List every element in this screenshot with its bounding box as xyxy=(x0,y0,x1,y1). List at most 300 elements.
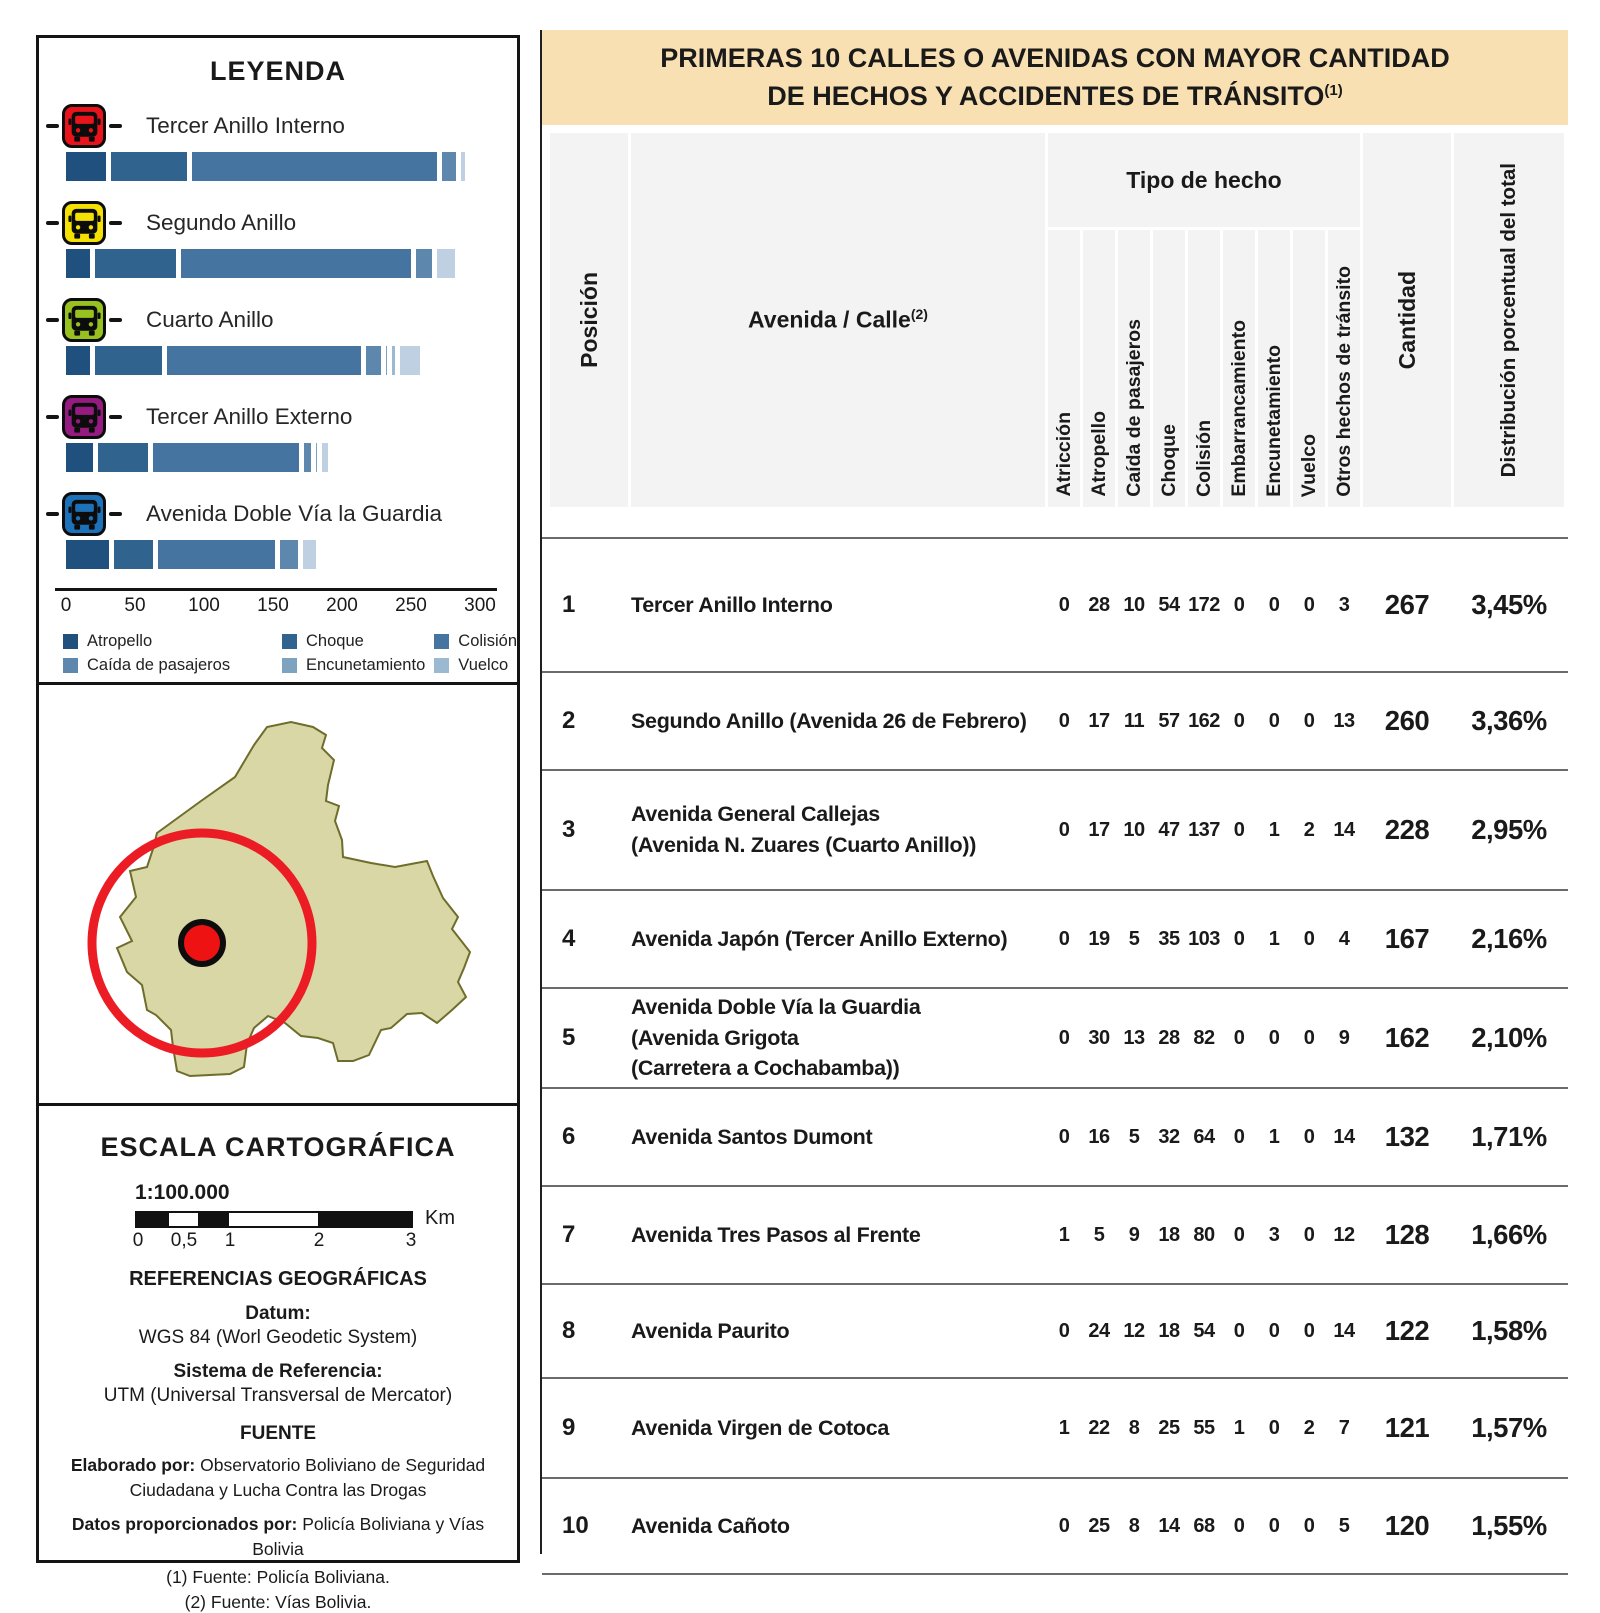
row-value-colisión: 54 xyxy=(1193,1319,1215,1342)
stacked-bar xyxy=(66,346,517,375)
row-value-vuelco: 0 xyxy=(1303,1125,1315,1148)
scale-ratio: 1:100.000 xyxy=(135,1181,230,1204)
table-row xyxy=(542,987,1568,1087)
axis-tick-label: 100 xyxy=(188,595,220,616)
street-name-line: (Avenida Grigota xyxy=(631,1025,799,1050)
route-dash xyxy=(109,221,122,225)
row-cantidad: 260 xyxy=(1384,705,1430,736)
column-group-tipo-de-hecho: Tipo de hecho xyxy=(1048,133,1360,227)
region-shape xyxy=(117,722,470,1076)
scale-tick-label: 3 xyxy=(405,1230,417,1251)
row-value-colisión: 82 xyxy=(1193,1026,1215,1049)
bus-stop-icon xyxy=(62,492,106,536)
row-position: 2 xyxy=(562,707,576,734)
scale-tick-label: 0 xyxy=(132,1230,144,1251)
row-value-otros-hechos-de-tránsito: 14 xyxy=(1333,1319,1355,1342)
scale-bar-segments xyxy=(135,1211,413,1228)
row-value-otros-hechos-de-tránsito: 4 xyxy=(1338,927,1350,950)
row-value-embarrancamiento: 0 xyxy=(1233,1125,1245,1148)
row-value-embarrancamiento: 0 xyxy=(1233,593,1245,616)
legend-item xyxy=(39,297,517,375)
street-name-line: Avenida Japón (Tercer Anillo Externo) xyxy=(631,926,1008,951)
category-legend-item xyxy=(434,632,517,651)
row-street-name xyxy=(631,924,1045,955)
data-provided-by xyxy=(69,1512,487,1563)
row-value-choque: 47 xyxy=(1158,818,1180,841)
table-row xyxy=(542,1087,1568,1185)
data-provided-by-value: Policía Boliviana y Vías Bolivia xyxy=(252,1513,485,1560)
scale-unit-label: Km xyxy=(425,1207,455,1229)
row-value-encunetamiento: 1 xyxy=(1268,927,1280,950)
type-column-label: Caída de pasajeros xyxy=(1122,319,1145,497)
row-position: 6 xyxy=(562,1123,576,1150)
row-value-colisión: 103 xyxy=(1188,927,1220,950)
legend-item-row xyxy=(39,297,517,343)
bar-segment-Atropello xyxy=(66,443,93,472)
row-value-caída-de-pasajeros: 13 xyxy=(1123,1026,1145,1049)
footnote-2: (2) Fuente: Vías Bolivia. xyxy=(184,1591,372,1612)
row-value-caída-de-pasajeros: 8 xyxy=(1128,1416,1140,1439)
row-value-choque: 18 xyxy=(1158,1319,1180,1342)
row-value-otros-hechos-de-tránsito: 13 xyxy=(1333,709,1355,732)
row-value-colisión: 162 xyxy=(1188,709,1220,732)
row-value-atropello: 17 xyxy=(1088,818,1110,841)
bar-segment-Otros hechos de tránsito xyxy=(437,249,455,278)
category-legend-item xyxy=(434,656,517,675)
column-header-cantidad: Cantidad xyxy=(1363,133,1451,507)
row-street-name xyxy=(631,1413,1045,1444)
table-row xyxy=(542,769,1568,889)
row-position: 8 xyxy=(562,1317,576,1344)
street-name-line: (Avenida N. Zuares (Cuarto Anillo)) xyxy=(631,833,977,857)
bar-axis xyxy=(39,588,517,620)
bar-segment-Atropello xyxy=(66,249,90,278)
street-name-line: Avenida Virgen de Cotoca xyxy=(631,1415,890,1440)
route-dash xyxy=(109,415,122,419)
table-row xyxy=(542,1185,1568,1283)
bar-segment-Colisión xyxy=(167,346,362,375)
legend-items xyxy=(39,103,517,569)
category-legend-item xyxy=(63,656,282,675)
scale-bar-segment xyxy=(229,1213,318,1226)
axis-tick-label: 300 xyxy=(464,595,496,616)
route-dash xyxy=(109,318,122,322)
category-label: Encunetamiento xyxy=(306,656,426,674)
type-column-label: Encunetamiento xyxy=(1262,345,1285,497)
legend-item xyxy=(39,103,517,181)
row-percentage: 3,45% xyxy=(1471,589,1547,620)
row-value-choque: 14 xyxy=(1158,1514,1180,1537)
data-provided-by-label: Datos proporcionados por: xyxy=(71,1513,298,1534)
row-value-otros-hechos-de-tránsito: 14 xyxy=(1333,1125,1355,1148)
legend-title: LEYENDA xyxy=(209,56,346,86)
row-cantidad: 128 xyxy=(1384,1219,1430,1250)
row-street-name xyxy=(631,1122,1045,1153)
row-percentage: 1,71% xyxy=(1471,1121,1547,1152)
bar-segment-Choque xyxy=(98,443,148,472)
scale-bar-ticks xyxy=(132,1228,417,1254)
row-cantidad: 122 xyxy=(1384,1315,1430,1346)
row-value-embarrancamiento: 0 xyxy=(1233,1026,1245,1049)
table-title-superscript: (1) xyxy=(1324,81,1343,99)
location-map xyxy=(39,685,517,1103)
route-dash xyxy=(46,221,59,225)
row-value-atricción: 0 xyxy=(1058,818,1070,841)
map-panel xyxy=(36,682,520,1106)
legend-item xyxy=(39,394,517,472)
bar-segment-Otros hechos de tránsito xyxy=(461,152,465,181)
row-value-atricción: 0 xyxy=(1058,593,1070,616)
row-value-choque: 25 xyxy=(1158,1416,1180,1439)
column-header-vuelco xyxy=(1293,230,1325,507)
column-header-posicion: Posición xyxy=(550,133,628,507)
row-street-name xyxy=(631,992,1045,1084)
table-rows xyxy=(542,537,1568,1575)
row-position: 9 xyxy=(562,1414,576,1441)
axis-tick-label: 0 xyxy=(60,595,72,616)
scale-bar-segment xyxy=(318,1213,411,1226)
street-name-line: (Carretera a Cochabamba)) xyxy=(631,1056,900,1081)
location-dot xyxy=(181,922,223,964)
scale-title: ESCALA CARTOGRÁFICA xyxy=(100,1132,456,1162)
axis-tick-label: 50 xyxy=(124,595,146,616)
bus-icon xyxy=(67,206,102,241)
row-street-name xyxy=(631,590,1045,621)
elaborated-by-value: Observatorio Boliviano de Seguridad Ciudadana y Lucha Contra las Drogas xyxy=(129,1455,486,1501)
row-value-atropello: 30 xyxy=(1088,1026,1110,1049)
bar-segment-Choque xyxy=(111,152,188,181)
street-name-line: Avenida Cañoto xyxy=(631,1513,790,1538)
row-value-colisión: 68 xyxy=(1193,1514,1215,1537)
row-value-vuelco: 0 xyxy=(1303,927,1315,950)
row-value-colisión: 64 xyxy=(1193,1125,1215,1148)
row-value-caída-de-pasajeros: 5 xyxy=(1128,927,1140,950)
category-legend-item xyxy=(282,632,434,651)
row-value-encunetamiento: 0 xyxy=(1268,1026,1280,1049)
bar-segment-Colisión xyxy=(153,443,299,472)
row-value-choque: 28 xyxy=(1158,1026,1180,1049)
row-value-encunetamiento: 0 xyxy=(1268,1514,1280,1537)
type-column-label: Atropello xyxy=(1087,411,1110,497)
datum-label: Datum: xyxy=(245,1303,311,1324)
type-column-label: Otros hechos de tránsito xyxy=(1332,266,1355,497)
bus-stop-icon xyxy=(62,395,106,439)
row-street-name xyxy=(631,799,1045,860)
row-value-atropello: 17 xyxy=(1088,709,1110,732)
bar-segment-Caída de pasajeros xyxy=(304,443,311,472)
row-value-caída-de-pasajeros: 8 xyxy=(1128,1514,1140,1537)
legend-item-row xyxy=(39,394,517,440)
scale-bar xyxy=(135,1207,455,1229)
row-value-choque: 54 xyxy=(1158,593,1180,616)
axis-tick-label: 200 xyxy=(326,595,358,616)
row-cantidad: 228 xyxy=(1384,814,1430,845)
row-position: 1 xyxy=(562,591,576,618)
table-row xyxy=(542,671,1568,769)
column-header-encunetamiento xyxy=(1258,230,1290,507)
reference-system-label: Sistema de Referencia: xyxy=(173,1361,383,1382)
category-color-swatch xyxy=(63,634,78,649)
legend-item-label: Tercer Anillo Externo xyxy=(146,404,353,429)
row-cantidad: 167 xyxy=(1384,923,1430,954)
scale-panel xyxy=(36,1103,520,1612)
category-legend-item xyxy=(63,632,282,651)
row-value-encunetamiento: 0 xyxy=(1268,709,1280,732)
category-label: Vuelco xyxy=(458,656,509,674)
row-value-embarrancamiento: 0 xyxy=(1233,1514,1245,1537)
bar-segment-Caída de pasajeros xyxy=(442,152,456,181)
footnote-1: (1) Fuente: Policía Boliviana. xyxy=(166,1566,390,1587)
table-row xyxy=(542,1377,1568,1477)
bar-segment-Caída de pasajeros xyxy=(366,346,380,375)
row-value-vuelco: 0 xyxy=(1303,1319,1315,1342)
column-header-distribucion: Distribución porcentual del total xyxy=(1454,133,1564,507)
row-value-encunetamiento: 3 xyxy=(1268,1223,1280,1246)
legend-item-label: Avenida Doble Vía la Guardia xyxy=(146,501,443,526)
row-value-vuelco: 2 xyxy=(1303,1416,1315,1439)
street-name-line: Avenida General Callejas xyxy=(631,802,880,827)
row-value-atricción: 0 xyxy=(1058,927,1070,950)
row-value-atropello: 22 xyxy=(1088,1416,1110,1439)
row-value-atricción: 0 xyxy=(1058,1026,1070,1049)
legend-panel xyxy=(36,35,520,685)
category-label: Caída de pasajeros xyxy=(87,656,231,674)
row-value-embarrancamiento: 0 xyxy=(1233,709,1245,732)
column-header-choque xyxy=(1153,230,1185,507)
street-name-line: Avenida Paurito xyxy=(631,1318,790,1343)
bar-segment-Choque xyxy=(95,249,176,278)
route-dash xyxy=(109,124,122,128)
row-value-atricción: 0 xyxy=(1058,1125,1070,1148)
row-percentage: 2,95% xyxy=(1471,814,1547,845)
scale-tick-label: 0,5 xyxy=(170,1230,198,1251)
category-label: Colisión xyxy=(458,632,517,650)
bus-stop-icon xyxy=(62,104,106,148)
row-value-atricción: 0 xyxy=(1058,1319,1070,1342)
row-value-vuelco: 0 xyxy=(1303,1223,1315,1246)
row-percentage: 1,66% xyxy=(1471,1219,1547,1250)
axis-line xyxy=(55,588,497,591)
column-header-avenida: Avenida / Calle$^{(2)}$ xyxy=(631,133,1045,507)
row-value-encunetamiento: 0 xyxy=(1268,593,1280,616)
legend-item xyxy=(39,491,517,569)
row-value-otros-hechos-de-tránsito: 14 xyxy=(1333,818,1355,841)
row-position: 10 xyxy=(562,1512,589,1539)
reference-system-value: UTM (Universal Transversal de Mercator) xyxy=(103,1385,453,1406)
row-street-name xyxy=(631,1316,1045,1347)
row-value-colisión: 55 xyxy=(1193,1416,1215,1439)
row-value-embarrancamiento: 0 xyxy=(1233,1223,1245,1246)
row-value-choque: 57 xyxy=(1158,709,1180,732)
bar-segment-Choque xyxy=(95,346,162,375)
route-dash xyxy=(46,512,59,516)
row-value-atricción: 1 xyxy=(1058,1223,1070,1246)
elaborated-by-label: Elaborado por: xyxy=(70,1455,196,1475)
row-value-choque: 32 xyxy=(1158,1125,1180,1148)
street-name-line: Avenida Doble Vía la Guardia xyxy=(631,995,921,1020)
column-header-atropello xyxy=(1083,230,1115,507)
row-value-encunetamiento: 1 xyxy=(1268,1125,1280,1148)
row-percentage: 3,36% xyxy=(1471,705,1547,736)
row-value-atricción: 0 xyxy=(1058,709,1070,732)
type-column-label: Atricción xyxy=(1052,412,1075,497)
bar-segment-Encunetamiento xyxy=(316,443,317,472)
bar-segment-Caída de pasajeros xyxy=(416,249,432,278)
type-column-label: Colisión xyxy=(1192,420,1215,497)
row-street-name xyxy=(631,706,1045,737)
row-value-encunetamiento: 0 xyxy=(1268,1416,1280,1439)
bus-stop-icon xyxy=(62,298,106,342)
table-row xyxy=(542,537,1568,671)
row-value-embarrancamiento: 1 xyxy=(1233,1416,1245,1439)
row-value-atricción: 1 xyxy=(1058,1416,1070,1439)
row-value-caída-de-pasajeros: 11 xyxy=(1123,709,1145,732)
row-value-caída-de-pasajeros: 12 xyxy=(1123,1319,1145,1342)
category-color-swatch xyxy=(434,658,449,673)
bar-segment-Otros hechos de tránsito xyxy=(400,346,420,375)
table-row xyxy=(542,1477,1568,1575)
street-name-line: Tercer Anillo Interno xyxy=(631,592,833,617)
row-value-colisión: 172 xyxy=(1188,593,1220,616)
row-value-atropello: 24 xyxy=(1088,1319,1110,1342)
bar-segment-Otros hechos de tránsito xyxy=(303,540,316,569)
row-value-otros-hechos-de-tránsito: 5 xyxy=(1338,1514,1350,1537)
bar-segment-Vuelco xyxy=(392,346,395,375)
row-value-vuelco: 2 xyxy=(1303,818,1315,841)
accidents-table-panel xyxy=(540,30,1568,1554)
legend-item-label: Cuarto Anillo xyxy=(146,307,274,332)
legend-item-row xyxy=(39,491,517,537)
legend-item xyxy=(39,200,517,278)
bus-icon xyxy=(67,400,102,435)
category-color-swatch xyxy=(63,658,78,673)
scale-bar-segment xyxy=(198,1213,229,1226)
row-percentage: 1,58% xyxy=(1471,1315,1547,1346)
stacked-bar xyxy=(66,540,517,569)
row-value-caída-de-pasajeros: 5 xyxy=(1128,1125,1140,1148)
bar-segment-Otros hechos de tránsito xyxy=(322,443,328,472)
row-value-otros-hechos-de-tránsito: 12 xyxy=(1333,1223,1355,1246)
row-value-colisión: 137 xyxy=(1188,818,1220,841)
row-position: 4 xyxy=(562,925,576,952)
bar-segment-Colisión xyxy=(181,249,411,278)
source-title: FUENTE xyxy=(240,1423,316,1444)
table-row xyxy=(542,889,1568,987)
type-column-label: Vuelco xyxy=(1297,433,1320,497)
bus-icon xyxy=(67,497,102,532)
row-value-atricción: 0 xyxy=(1058,1514,1070,1537)
legend-item-row xyxy=(39,200,517,246)
bar-segment-Colisión xyxy=(192,152,436,181)
axis-tick-label: 150 xyxy=(257,595,289,616)
category-color-swatch xyxy=(282,634,297,649)
column-header-atricción xyxy=(1048,230,1080,507)
row-value-atropello: 28 xyxy=(1088,593,1110,616)
table-title-line1: PRIMERAS 10 CALLES O AVENIDAS CON MAYOR CANTIDAD xyxy=(660,42,1450,73)
stacked-bar xyxy=(66,152,517,181)
scale-tick-label: 2 xyxy=(313,1230,325,1251)
route-dash xyxy=(46,318,59,322)
category-color-swatch xyxy=(282,658,297,673)
type-column-label: Choque xyxy=(1157,424,1180,497)
row-street-name xyxy=(631,1220,1045,1251)
legend-item-label: Tercer Anillo Interno xyxy=(146,113,345,138)
category-label: Choque xyxy=(306,632,364,650)
row-value-vuelco: 0 xyxy=(1303,1514,1315,1537)
scale-bar-segment xyxy=(137,1213,169,1226)
row-value-caída-de-pasajeros: 9 xyxy=(1128,1223,1140,1246)
row-value-otros-hechos-de-tránsito: 3 xyxy=(1338,593,1350,616)
row-value-otros-hechos-de-tránsito: 9 xyxy=(1338,1026,1350,1049)
row-value-atropello: 19 xyxy=(1088,927,1110,950)
column-header-otros-hechos-de-tránsito xyxy=(1328,230,1360,507)
column-header-embarrancamiento xyxy=(1223,230,1255,507)
row-value-embarrancamiento: 0 xyxy=(1233,1319,1245,1342)
bar-segment-Encunetamiento xyxy=(386,346,387,375)
row-value-choque: 35 xyxy=(1158,927,1180,950)
bus-stop-icon xyxy=(62,201,106,245)
legend-item-row xyxy=(39,103,517,149)
row-value-atropello: 25 xyxy=(1088,1514,1110,1537)
row-cantidad: 267 xyxy=(1384,589,1430,620)
route-dash xyxy=(109,512,122,516)
row-street-name xyxy=(631,1511,1045,1542)
row-percentage: 1,57% xyxy=(1471,1412,1547,1443)
bar-segment-Choque xyxy=(114,540,154,569)
avenida-superscript: (2) xyxy=(910,306,928,323)
bar-segment-Atropello xyxy=(66,346,90,375)
row-value-vuelco: 0 xyxy=(1303,593,1315,616)
scale-tick-label: 1 xyxy=(224,1230,236,1251)
table-row xyxy=(542,1283,1568,1377)
row-position: 3 xyxy=(562,816,576,843)
row-cantidad: 121 xyxy=(1384,1412,1430,1443)
table-header xyxy=(542,133,1568,507)
row-percentage: 2,16% xyxy=(1471,923,1547,954)
route-dash xyxy=(46,124,59,128)
stacked-bar xyxy=(66,249,517,278)
row-value-embarrancamiento: 0 xyxy=(1233,818,1245,841)
scale-bar-segment xyxy=(169,1213,198,1226)
row-value-atropello: 5 xyxy=(1093,1223,1105,1246)
bar-segment-Colisión xyxy=(158,540,274,569)
bar-segment-Atropello xyxy=(66,152,106,181)
bus-icon xyxy=(67,109,102,144)
row-value-encunetamiento: 1 xyxy=(1268,818,1280,841)
column-header-colisión xyxy=(1188,230,1220,507)
street-name-line: Avenida Santos Dumont xyxy=(631,1124,873,1149)
category-color-swatch xyxy=(434,634,449,649)
row-value-caída-de-pasajeros: 10 xyxy=(1123,593,1145,616)
route-dash xyxy=(46,415,59,419)
stacked-bar xyxy=(66,443,517,472)
bus-icon xyxy=(67,303,102,338)
table-title xyxy=(542,30,1568,125)
row-value-colisión: 80 xyxy=(1193,1223,1215,1246)
legend-item-label: Segundo Anillo xyxy=(146,210,297,235)
elaborated-by xyxy=(69,1453,487,1504)
datum-value: WGS 84 (Worl Geodetic System) xyxy=(138,1327,418,1348)
category-legend-item xyxy=(282,656,434,675)
row-value-encunetamiento: 0 xyxy=(1268,1319,1280,1342)
type-column-label: Embarrancamiento xyxy=(1227,320,1250,497)
row-percentage: 1,55% xyxy=(1471,1510,1547,1541)
row-cantidad: 132 xyxy=(1384,1121,1430,1152)
row-value-choque: 18 xyxy=(1158,1223,1180,1246)
row-percentage: 2,10% xyxy=(1471,1022,1547,1053)
geo-references-title: REFERENCIAS GEOGRÁFICAS xyxy=(129,1268,427,1290)
row-position: 7 xyxy=(562,1221,576,1248)
